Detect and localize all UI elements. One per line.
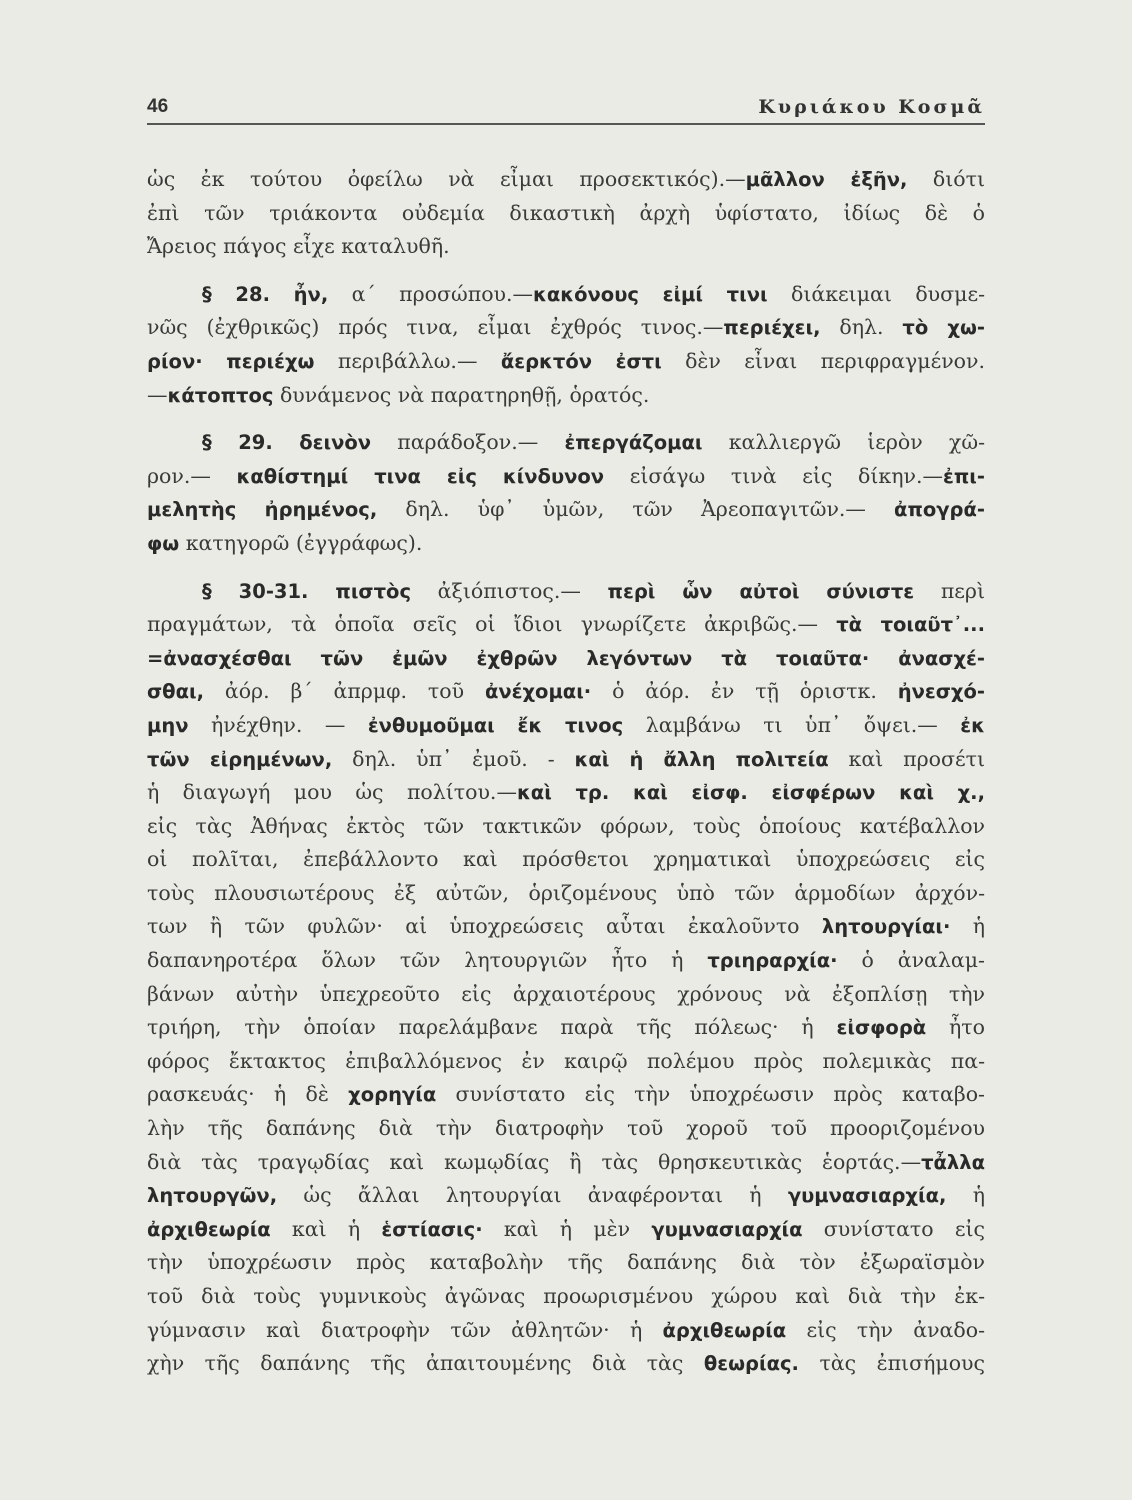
gloss-text: διότι bbox=[907, 167, 986, 191]
gloss-text: ἡ bbox=[950, 914, 985, 939]
lemma-bold: τῶν εἰρημένων, bbox=[147, 747, 333, 771]
gloss-text: περιβάλλω.— bbox=[314, 348, 501, 373]
gloss-text: παράδοξον.— bbox=[371, 430, 565, 455]
text-line bbox=[147, 1179, 985, 1213]
text-line bbox=[147, 709, 985, 743]
gloss-text: ἐπὶ τῶν τριάκοντα οὐδεμία δικαστικὴ ἀρχὴ ὑφίστατο, ἰδίως δὲ ὁ bbox=[147, 200, 985, 225]
text-line bbox=[147, 1112, 985, 1146]
lemma-bold: ἄερκτόν ἐστι bbox=[500, 349, 662, 373]
gloss-text: καὶ ἡ μὲν bbox=[482, 1216, 652, 1241]
lemma-bold: εἰσφορὰ bbox=[836, 1016, 927, 1040]
text-line bbox=[147, 1314, 985, 1348]
lemma-bold: ἀπογρά- bbox=[894, 498, 985, 522]
lemma-bold: τὰ τοιαῦτ᾽... bbox=[836, 613, 986, 637]
gloss-text: ἡ διαγωγή μου ὡς πολίτου.— bbox=[147, 780, 517, 805]
text-line bbox=[147, 810, 985, 844]
lemma-bold: § 29. δεινὸν bbox=[202, 431, 372, 455]
text-line bbox=[147, 426, 985, 460]
lemma-bold: σθαι, bbox=[147, 680, 204, 704]
lemma-bold: ἠνεσχό- bbox=[897, 680, 985, 704]
lemma-bold: περιέχει, bbox=[723, 316, 821, 340]
lemma-bold: κάτοπτος bbox=[167, 383, 274, 407]
lemma-bold: ρίον· περιέχω bbox=[147, 349, 315, 373]
lemma-bold: ἐπι- bbox=[943, 464, 985, 488]
text-line bbox=[147, 575, 985, 609]
gloss-text: ρασκευάς· ἡ δὲ bbox=[147, 1082, 349, 1107]
text-line bbox=[147, 877, 985, 911]
gloss-text: συνίστατο εἰς bbox=[802, 1216, 985, 1241]
gloss-text: χὴν τῆς δαπάνης τῆς ἀπαιτουμένης διὰ τὰς bbox=[147, 1351, 704, 1376]
text-line bbox=[147, 743, 985, 777]
text-line bbox=[147, 1078, 985, 1112]
gloss-text: διὰ τὰς τραγῳδίας καὶ κωμῳδίας ἢ τὰς θρησκευτικὰς ἑορτάς.— bbox=[147, 1149, 922, 1174]
gloss-text: ὡς ἄλλαι λητουργίαι ἀναφέρονται ἡ bbox=[277, 1183, 788, 1208]
gloss-text: περὶ bbox=[914, 578, 986, 603]
lemma-bold: λητουργίαι· bbox=[821, 915, 951, 939]
page-number: 46 bbox=[147, 96, 169, 117]
text-line bbox=[147, 642, 985, 676]
text-line bbox=[147, 776, 985, 810]
text-line bbox=[147, 163, 985, 197]
gloss-text: δὲν εἶναι περιφραγμένον. bbox=[661, 348, 985, 373]
lemma-bold: μην bbox=[147, 713, 189, 737]
text-line bbox=[147, 675, 985, 709]
gloss-text: δηλ. bbox=[820, 315, 903, 340]
text-line bbox=[147, 1045, 985, 1079]
lemma-bold: κακόνους εἰμί τινι bbox=[533, 282, 768, 306]
lemma-bold: καὶ τρ. καὶ εἰσφ. εἰσφέρων καὶ χ., bbox=[516, 781, 985, 805]
running-header bbox=[147, 96, 985, 122]
lemma-bold: ἐκ bbox=[960, 713, 985, 737]
text-line bbox=[147, 944, 985, 978]
text-line bbox=[147, 311, 985, 345]
gloss-text: νῶς (ἐχθρικῶς) πρός τινα, εἶμαι ἐχθρός τινος.— bbox=[147, 315, 724, 340]
gloss-text: τριήρη, τὴν ὁποίαν παρελάμβανε παρὰ τῆς πόλεως· ἡ bbox=[147, 1015, 837, 1040]
lemma-bold: ἑστίασις· bbox=[381, 1217, 483, 1241]
text-line bbox=[147, 1280, 985, 1314]
lemma-bold: γυμνασιαρχία bbox=[651, 1217, 803, 1241]
lemma-bold: μελητὴς ἠρημένος, bbox=[147, 498, 378, 522]
gloss-text: κατηγορῶ (ἐγγράφως). bbox=[179, 530, 423, 555]
gloss-text: καὶ ἡ bbox=[270, 1216, 382, 1241]
gloss-text: ὁ ἀόρ. ἐν τῇ ὁριστκ. bbox=[591, 679, 898, 704]
lemma-bold: ἐπεργάζομαι bbox=[564, 431, 703, 455]
lemma-bold: ἀνέχομαι· bbox=[484, 680, 592, 704]
gloss-text: ἀξιόπιστος.— bbox=[411, 578, 608, 603]
lemma-bold: καὶ ἡ ἄλλη πολιτεία bbox=[574, 747, 829, 771]
gloss-text: ἠνέχθην. — bbox=[188, 712, 368, 737]
gloss-text: συνίστατο εἰς τὴν ὑποχρέωσιν πρὸς καταβο- bbox=[436, 1082, 985, 1107]
gloss-text: φόρος ἔκτακτος ἐπιβαλλόμενος ἐν καιρῷ πολέμου πρὸς πολεμικὰς πα- bbox=[147, 1048, 985, 1073]
lemma-bold: μᾶλλον ἐξῆν, bbox=[745, 168, 908, 191]
gloss-text: ρον.— bbox=[147, 463, 237, 488]
text-line bbox=[147, 278, 985, 312]
lemma-bold: φω bbox=[147, 531, 180, 555]
gloss-text: τὴν ὑποχρέωσιν πρὸς καταβολὴν τῆς δαπάνης διὰ τὸν ἐξωραϊσμὸν bbox=[147, 1250, 985, 1275]
gloss-text: καὶ προσέτι bbox=[828, 746, 985, 771]
lemma-bold: θεωρίας. bbox=[703, 1352, 799, 1376]
gloss-text: τὰς ἐπισήμους bbox=[798, 1351, 985, 1376]
gloss-text: εἰς τὰς Ἀθήνας ἐκτὸς τῶν τακτικῶν φόρων, τοὺς ὁποίους κατέβαλλον bbox=[147, 813, 985, 838]
text-line bbox=[147, 1011, 985, 1045]
running-title: Κυριάκου Κοσμᾶ bbox=[758, 96, 985, 118]
lemma-bold: γυμνασιαρχία, bbox=[787, 1184, 947, 1208]
gloss-text: δυνάμενος νὰ παρατηρηθῇ, ὁρατός. bbox=[273, 382, 650, 407]
gloss-text: τοὺς πλουσιωτέρους ἐξ αὐτῶν, ὁριζομένους ὑπὸ τῶν ἁρμοδίων ἀρχόν- bbox=[147, 880, 985, 905]
gloss-text: δηλ. ὑφ᾽ ὑμῶν, τῶν Ἀρεοπαγιτῶν.— bbox=[377, 497, 895, 522]
gloss-text: ὁ ἀναλαμ- bbox=[837, 948, 985, 973]
gloss-text: δηλ. ὑπ᾽ ἐμοῦ. - bbox=[332, 746, 575, 771]
lemma-bold: λητουργῶν, bbox=[147, 1184, 278, 1208]
text-line bbox=[147, 843, 985, 877]
lemma-bold: τἆλλα bbox=[921, 1150, 985, 1174]
lemma-bold: χορηγία bbox=[348, 1083, 437, 1107]
gloss-text: εἰσάγω τινὰ εἰς δίκην.— bbox=[604, 463, 944, 488]
text-line bbox=[147, 345, 985, 379]
body-text bbox=[147, 163, 985, 1381]
text-line bbox=[147, 1347, 985, 1381]
lemma-bold: =ἀνασχέσθαι τῶν ἐμῶν ἐχθρῶν λεγόντων τὰ τοιαῦτα· ἀνασχέ- bbox=[147, 646, 985, 670]
lemma-bold: ἐνθυμοῦμαι ἔκ τινος bbox=[367, 713, 624, 737]
text-line bbox=[147, 493, 985, 527]
text-line bbox=[147, 1213, 985, 1247]
text-line bbox=[147, 978, 985, 1012]
gloss-text: ἦτο bbox=[926, 1015, 985, 1040]
gloss-text: των ἢ τῶν φυλῶν· αἱ ὑποχρεώσεις αὗται ἐκαλοῦντο bbox=[147, 914, 822, 939]
gloss-text: α΄ προσώπου.— bbox=[328, 281, 534, 306]
text-line bbox=[147, 608, 985, 642]
gloss-text: πραγμάτων, τὰ ὁποῖα σεῖς οἱ ἴδιοι γνωρίζετε ἀκριβῶς.— bbox=[147, 612, 837, 637]
gloss-text: ὡς ἐκ τούτου ὀφείλω νὰ εἶμαι προσεκτικός).— bbox=[147, 167, 746, 191]
gloss-text: Ἄρειος πάγος εἶχε καταλυθῆ. bbox=[147, 234, 450, 259]
lemma-bold: τριηραρχία· bbox=[707, 949, 838, 973]
lemma-bold: § 28. ἦν, bbox=[202, 282, 329, 306]
gloss-text: τοῦ διὰ τοὺς γυμνικοὺς ἀγῶνας προωρισμένου χώρου καὶ διὰ τὴν ἐκ- bbox=[147, 1284, 985, 1308]
gloss-text: — bbox=[147, 382, 168, 407]
text-line bbox=[147, 379, 985, 413]
gloss-text: ἀόρ. β΄ ἀπρμφ. τοῦ bbox=[204, 679, 485, 704]
text-line bbox=[147, 527, 985, 561]
text-line bbox=[147, 1246, 985, 1280]
text-line bbox=[147, 230, 985, 264]
lemma-bold: ἀρχιθεωρία bbox=[662, 1318, 787, 1342]
lemma-bold: περὶ ὧν αὐτοὶ σύνιστε bbox=[607, 579, 915, 603]
gloss-text: λὴν τῆς δαπάνης διὰ τὴν διατροφὴν τοῦ χοροῦ τοῦ προοριζομένου bbox=[147, 1116, 985, 1141]
text-line bbox=[147, 910, 985, 944]
gloss-text: καλλιεργῶ ἱερὸν χῶ- bbox=[702, 430, 985, 455]
gloss-text: γύμνασιν καὶ διατροφὴν τῶν ἀθλητῶν· ἡ bbox=[147, 1317, 663, 1342]
gloss-text: βάνων αὐτὴν ὑπεχρεοῦτο εἰς ἀρχαιοτέρους χρόνους νὰ ἐξοπλίσῃ τὴν bbox=[147, 981, 985, 1006]
gloss-text: λαμβάνω τι ὑπ᾽ ὄψει.— bbox=[623, 712, 961, 737]
gloss-text: οἱ πολῖται, ἐπεβάλλοντο καὶ πρόσθετοι χρηματικαὶ ὑποχρεώσεις εἰς bbox=[147, 847, 985, 872]
text-line bbox=[147, 460, 985, 494]
lemma-bold: καθίστημί τινα εἰς κίνδυνον bbox=[236, 464, 605, 488]
text-line bbox=[147, 1146, 985, 1180]
gloss-text: εἰς τὴν ἀναδο- bbox=[786, 1317, 985, 1342]
lemma-bold: § 30-31. πιστὸς bbox=[202, 579, 412, 603]
gloss-text: ἡ bbox=[946, 1183, 985, 1208]
lemma-bold: τὸ χω- bbox=[902, 316, 985, 340]
gloss-text: διάκειμαι δυσμε- bbox=[767, 281, 985, 306]
header-rule bbox=[147, 123, 985, 125]
text-line bbox=[147, 197, 985, 231]
lemma-bold: ἀρχιθεωρία bbox=[147, 1217, 271, 1241]
gloss-text: δαπανηροτέρα ὅλων τῶν λητουργιῶν ἦτο ἡ bbox=[147, 948, 708, 973]
